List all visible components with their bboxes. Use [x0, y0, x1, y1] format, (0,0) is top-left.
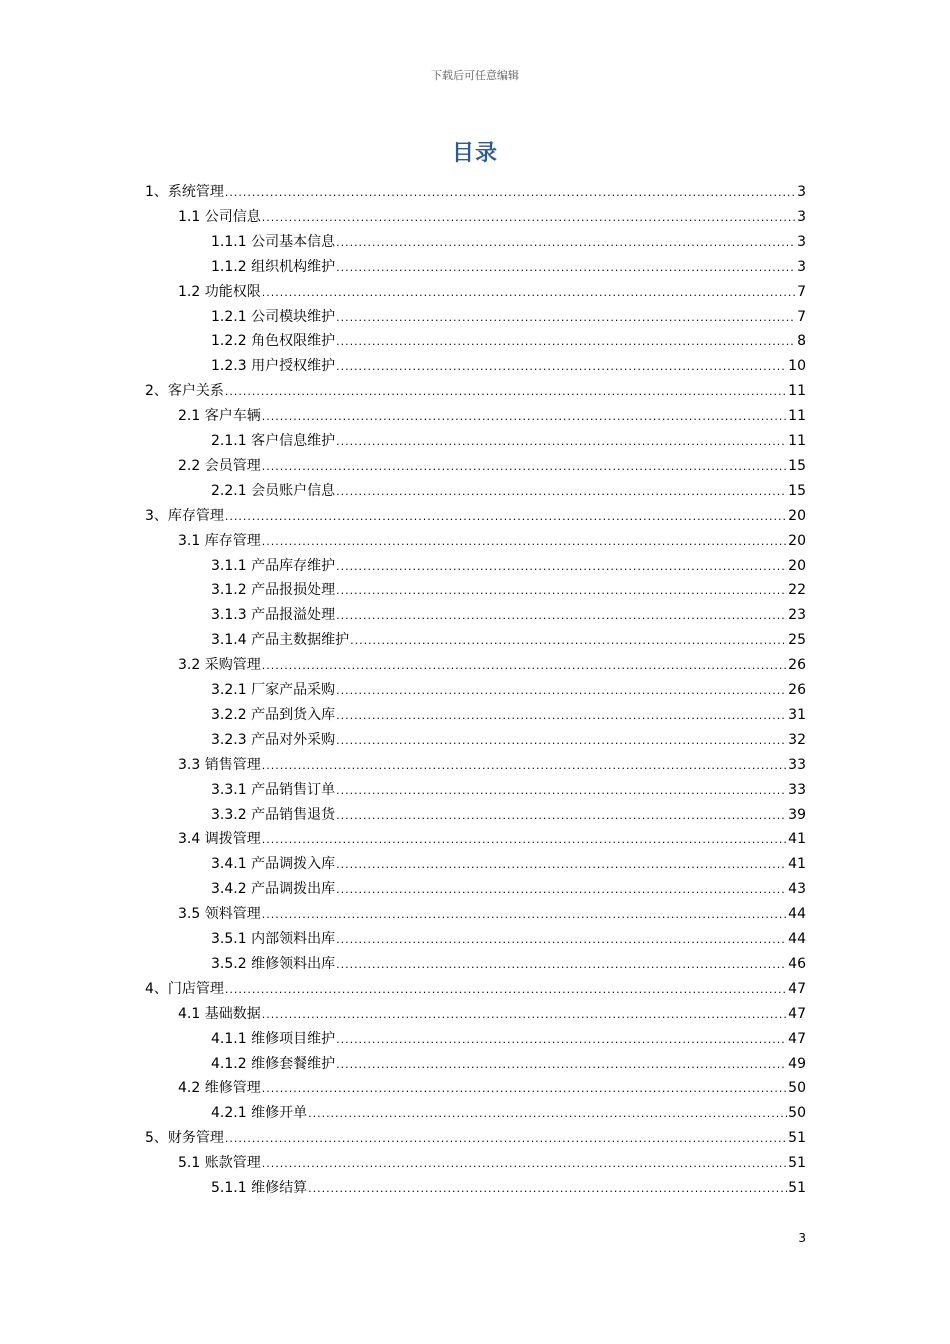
toc-entry[interactable]: [211, 678, 806, 702]
toc-entry[interactable]: [178, 205, 806, 229]
toc-entry-page-number: 22: [788, 582, 806, 598]
toc-entry-page-number: 43: [788, 881, 806, 897]
toc-entry[interactable]: [178, 827, 806, 851]
toc-entry-page-number: 51: [788, 1130, 806, 1146]
toc-entry-page-number: 50: [788, 1105, 806, 1121]
toc-entry-label: 3、库存管理: [145, 508, 224, 524]
toc-dot-leader: [225, 505, 787, 529]
toc-dot-leader: [336, 480, 787, 504]
toc-entry[interactable]: [178, 404, 806, 428]
toc-entry-label: 4.2.1 维修开单: [211, 1105, 308, 1121]
toc-dot-leader: [350, 629, 787, 653]
toc-entry[interactable]: [211, 1101, 806, 1125]
toc-entry-label: 2.2.1 会员账户信息: [211, 483, 336, 499]
toc-dot-leader: [262, 206, 796, 230]
toc-entry-page-number: 46: [788, 956, 806, 972]
toc-entry-page-number: 20: [788, 533, 806, 549]
toc-entry[interactable]: [145, 379, 806, 403]
toc-entry[interactable]: [211, 429, 806, 453]
toc-dot-leader: [262, 828, 787, 852]
header-note: 下载后可任意编辑: [431, 69, 519, 82]
toc-entry[interactable]: [178, 529, 806, 553]
toc-dot-leader: [262, 281, 796, 305]
toc-dot-leader: [262, 754, 787, 778]
toc-entry[interactable]: [211, 255, 806, 279]
toc-dot-leader: [336, 355, 787, 379]
toc-entry[interactable]: [211, 803, 806, 827]
toc-dot-leader: [336, 306, 796, 330]
toc-entry-page-number: 11: [788, 433, 806, 449]
toc-dot-leader: [308, 1102, 787, 1126]
toc-dot-leader: [262, 654, 787, 678]
toc-entry-label: 3.2.3 产品对外采购: [211, 732, 336, 748]
toc-entry[interactable]: [145, 180, 806, 204]
toc-entry-label: 5.1.1 维修结算: [211, 1180, 308, 1196]
toc-entry-page-number: 7: [797, 284, 806, 300]
toc-entry[interactable]: [178, 753, 806, 777]
toc-entry[interactable]: [178, 1076, 806, 1100]
toc-entry-page-number: 51: [788, 1180, 806, 1196]
toc-entry-page-number: 11: [788, 383, 806, 399]
toc-entry-page-number: 31: [788, 707, 806, 723]
toc-entry-page-number: 49: [788, 1056, 806, 1072]
toc-entry-label: 2.2 会员管理: [178, 458, 261, 474]
toc-entry-label: 3.2.2 产品到货入库: [211, 707, 336, 723]
toc-dot-leader: [336, 853, 787, 877]
toc-entry[interactable]: [211, 354, 806, 378]
toc-dot-leader: [308, 1177, 787, 1201]
toc-entry-page-number: 3: [797, 209, 806, 225]
toc-entry-label: 3.2 采购管理: [178, 657, 261, 673]
toc-entry-page-number: 41: [788, 831, 806, 847]
toc-dot-leader: [262, 1003, 787, 1027]
toc-entry-page-number: 47: [788, 1006, 806, 1022]
toc-entry-label: 3.1.1 产品库存维护: [211, 558, 336, 574]
toc-entry-page-number: 3: [797, 184, 806, 200]
toc-entry-label: 2、客户关系: [145, 383, 224, 399]
toc-entry-label: 4、门店管理: [145, 981, 224, 997]
toc-entry-page-number: 15: [788, 458, 806, 474]
toc-entry[interactable]: [145, 977, 806, 1001]
toc-entry-label: 1.2 功能权限: [178, 284, 261, 300]
toc-dot-leader: [262, 1152, 787, 1176]
toc-entry-label: 2.1.1 客户信息维护: [211, 433, 336, 449]
toc-entry-label: 4.2 维修管理: [178, 1080, 261, 1096]
toc-dot-leader: [336, 779, 787, 803]
toc-entry[interactable]: [178, 454, 806, 478]
toc-entry-page-number: 26: [788, 657, 806, 673]
toc-entry-label: 4.1.1 维修项目维护: [211, 1031, 336, 1047]
toc-entry-label: 1.2.1 公司模块维护: [211, 309, 336, 325]
toc-entry-label: 3.3 销售管理: [178, 757, 261, 773]
toc-entry-label: 3.1.3 产品报溢处理: [211, 607, 336, 623]
toc-entry-label: 3.4 调拨管理: [178, 831, 261, 847]
toc-dot-leader: [225, 978, 787, 1002]
toc-entry-label: 1.2.3 用户授权维护: [211, 358, 336, 374]
toc-entry[interactable]: [178, 280, 806, 304]
toc-entry[interactable]: [211, 778, 806, 802]
toc-entry-label: 3.3.2 产品销售退货: [211, 807, 336, 823]
toc-entry-page-number: 20: [788, 508, 806, 524]
toc-entry-label: 4.1 基础数据: [178, 1006, 261, 1022]
toc-entry-page-number: 51: [788, 1155, 806, 1171]
toc-dot-leader: [336, 430, 787, 454]
toc-entry[interactable]: [211, 603, 806, 627]
toc-entry-page-number: 33: [788, 757, 806, 773]
toc-entry[interactable]: [211, 479, 806, 503]
toc-entry-label: 1、系统管理: [145, 184, 224, 200]
toc-entry[interactable]: [211, 329, 806, 353]
toc-entry-label: 3.5.1 内部领料出库: [211, 931, 336, 947]
toc-dot-leader: [336, 604, 787, 628]
toc-dot-leader: [336, 804, 787, 828]
toc-entry-page-number: 15: [788, 483, 806, 499]
toc-dot-leader: [262, 903, 787, 927]
toc-entry-label: 1.1 公司信息: [178, 209, 261, 225]
toc-entry-label: 1.1.1 公司基本信息: [211, 234, 336, 250]
toc-entry[interactable]: [211, 305, 806, 329]
toc-entry-page-number: 33: [788, 782, 806, 798]
toc-entry-label: 4.1.2 维修套餐维护: [211, 1056, 336, 1072]
toc-dot-leader: [336, 555, 787, 579]
toc-dot-leader: [336, 729, 787, 753]
toc-entry-label: 3.2.1 厂家产品采购: [211, 682, 336, 698]
toc-title: 目录: [451, 141, 498, 166]
toc-dot-leader: [336, 679, 787, 703]
toc-dot-leader: [262, 455, 787, 479]
toc-dot-leader: [336, 953, 787, 977]
toc-entry-label: 1.2.2 角色权限维护: [211, 333, 336, 349]
toc-entry[interactable]: [178, 1002, 806, 1026]
toc-entry-page-number: 47: [788, 981, 806, 997]
toc-entry-page-number: 23: [788, 607, 806, 623]
toc-dot-leader: [336, 1028, 787, 1052]
toc-dot-leader: [336, 704, 787, 728]
toc-entry-label: 5.1 账款管理: [178, 1155, 261, 1171]
toc-dot-leader: [336, 231, 796, 255]
toc-entry-label: 3.1.2 产品报损处理: [211, 582, 336, 598]
toc-entry-label: 2.1 客户车辆: [178, 408, 261, 424]
toc-entry-label: 5、财务管理: [145, 1130, 224, 1146]
toc-dot-leader: [262, 405, 787, 429]
toc-entry-page-number: 10: [788, 358, 806, 374]
toc-entry-page-number: 8: [797, 333, 806, 349]
toc-entry-label: 3.1 库存管理: [178, 533, 261, 549]
toc-entry[interactable]: [211, 1052, 806, 1076]
toc-entry-label: 3.4.2 产品调拨出库: [211, 881, 336, 897]
toc-entry[interactable]: [211, 1027, 806, 1051]
toc-entry-page-number: 39: [788, 807, 806, 823]
toc-entry[interactable]: [211, 952, 806, 976]
toc-entry-label: 3.5.2 维修领料出库: [211, 956, 336, 972]
toc-entry-label: 1.1.2 组织机构维护: [211, 259, 336, 275]
toc-dot-leader: [336, 579, 787, 603]
toc-entry[interactable]: [211, 578, 806, 602]
toc-entry[interactable]: [178, 902, 806, 926]
toc-entry-page-number: 44: [788, 931, 806, 947]
toc-entry-page-number: 7: [797, 309, 806, 325]
toc-dot-leader: [336, 928, 787, 952]
toc-entry-page-number: 41: [788, 856, 806, 872]
toc-entry-page-number: 20: [788, 558, 806, 574]
toc-entry[interactable]: [211, 1176, 806, 1200]
toc-entry[interactable]: [211, 230, 806, 254]
toc-entry-label: 3.3.1 产品销售订单: [211, 782, 336, 798]
toc-dot-leader: [336, 256, 796, 280]
toc-entry-page-number: 3: [797, 234, 806, 250]
toc-entry[interactable]: [211, 703, 806, 727]
toc-entry-label: 3.4.1 产品调拨入库: [211, 856, 336, 872]
toc-entry[interactable]: [211, 628, 806, 652]
toc-entry[interactable]: [178, 1151, 806, 1175]
toc-entry-page-number: 25: [788, 632, 806, 648]
toc-entry[interactable]: [211, 554, 806, 578]
toc-entry-page-number: 32: [788, 732, 806, 748]
toc-entry[interactable]: [145, 1126, 806, 1150]
toc-entry-label: 3.1.4 产品主数据维护: [211, 632, 350, 648]
toc-dot-leader: [225, 1127, 787, 1151]
toc-entry[interactable]: [211, 728, 806, 752]
toc-entry[interactable]: [145, 504, 806, 528]
toc-dot-leader: [225, 181, 796, 205]
footer-page-number: 3: [798, 1231, 806, 1245]
toc-entry[interactable]: [211, 852, 806, 876]
toc-dot-leader: [225, 380, 787, 404]
toc-entry-page-number: 3: [797, 259, 806, 275]
toc-dot-leader: [336, 330, 796, 354]
toc-dot-leader: [336, 1053, 787, 1077]
toc-entry[interactable]: [178, 653, 806, 677]
toc-entry-page-number: 26: [788, 682, 806, 698]
toc-entry-page-number: 44: [788, 906, 806, 922]
toc-entry-page-number: 11: [788, 408, 806, 424]
toc-entry-page-number: 50: [788, 1080, 806, 1096]
toc-entry[interactable]: [211, 877, 806, 901]
toc-dot-leader: [336, 878, 787, 902]
toc-entry-label: 3.5 领料管理: [178, 906, 261, 922]
toc-dot-leader: [262, 1077, 787, 1101]
toc-entry-page-number: 47: [788, 1031, 806, 1047]
toc-entry[interactable]: [211, 927, 806, 951]
toc-dot-leader: [262, 530, 787, 554]
